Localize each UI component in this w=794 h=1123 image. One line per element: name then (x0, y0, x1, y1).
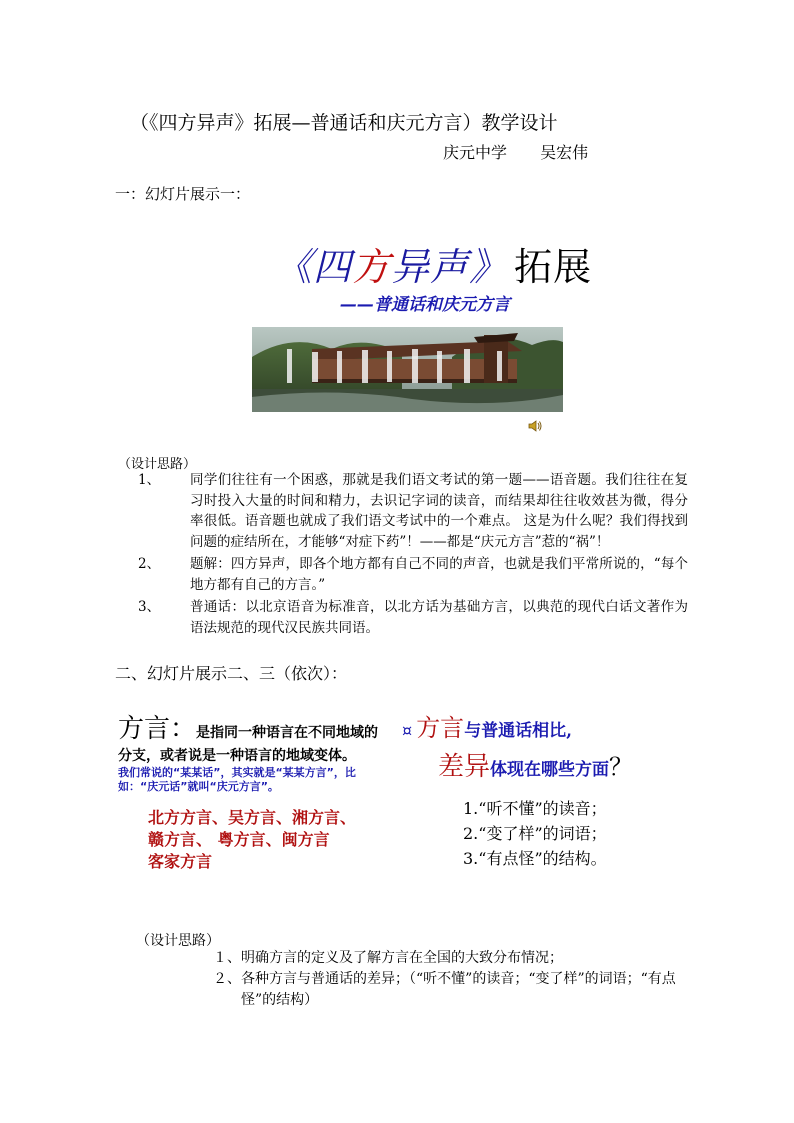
teacher-name: 吴宏伟 (540, 143, 589, 162)
list-item: 2.“变了样”的词语； (463, 824, 607, 843)
section-heading-1: 一：幻灯片展示一： (115, 185, 251, 203)
slide1-subtitle: ——普通话和庆元方言 (340, 295, 510, 315)
author-line (443, 140, 588, 163)
banner-photo (252, 327, 563, 412)
dialect-definition: 是指同一种语言在不同地域的分支，或者说是一种语言的地域变体。 (118, 725, 379, 764)
design-idea-list-2 (213, 948, 693, 1011)
bullet-icon: ¤ (402, 721, 413, 740)
school-name: 庆元中学 (443, 143, 508, 162)
page-title: （《四方异声》拓展—普通话和庆元方言）教学设计 (130, 112, 558, 134)
list-item: 3.“有点怪”的结构。 (463, 849, 607, 868)
list-item: 3、 普通话：以北京语音为标准音，以北方话为基础方言，以典范的现代白话文著作为语法规范的现代汉民族共同语。 (138, 599, 688, 636)
compare-heading-line1: ¤ 方言与普通话相比, (402, 714, 573, 742)
list-item: 2、 题解：四方异声，即各个地方都有自己不同的声音，也就是我们平常所说的，“每个地方都有自己的方言。” (138, 556, 688, 593)
dialect-list: 北方方言、吴方言、湘方言、 赣方言、 粤方言、闽方言 客家方言 (148, 808, 357, 871)
speaker-icon[interactable] (527, 418, 543, 434)
difference-list (463, 796, 607, 871)
list-item: 1.“听不懂”的读音； (463, 799, 607, 818)
dialect-note: 我们常说的“某某话”，其实就是“某某方言”，比如：“庆元话”就叫“庆元方言”。 (118, 766, 356, 793)
slide1-title: 《四方异声》 拓展 (274, 245, 593, 289)
design-idea-label-2: （设计思路） (136, 933, 220, 949)
compare-heading-line2: 差异体现在哪些方面？ (438, 752, 634, 782)
section-heading-2: 二、幻灯片展示二、三（依次）： (115, 664, 348, 683)
list-item: 1、 同学们往往有一个困惑，那就是我们语文考试的第一题——语音题。我们往往在复习时投入大量的时间和精力，去识记字词的读音，而结果却往往收效甚为微，得分率很低。语音题也就成了我们语文考试中的一个难点。 这是为什么呢？我们得找到问题的症结所在，才能够“对症下药”！——都是“庆元方言”惹的“祸”！ (138, 472, 688, 550)
speaker-glyph (527, 418, 543, 434)
design-idea-list-1 (138, 470, 688, 640)
photo-banner-icon (252, 327, 563, 412)
list-item: ２、 各种方言与普通话的差异；（“听不懂”的读音；“变了样”的词语；“有点怪”的结构） (213, 971, 676, 1008)
list-item: １、 明确方言的定义及了解方言在全国的大致分布情况； (213, 950, 563, 966)
dialect-definition-block (118, 708, 390, 794)
dialect-heading: 方言： (118, 714, 197, 744)
design-idea-label-1: （设计思路） (118, 457, 197, 472)
